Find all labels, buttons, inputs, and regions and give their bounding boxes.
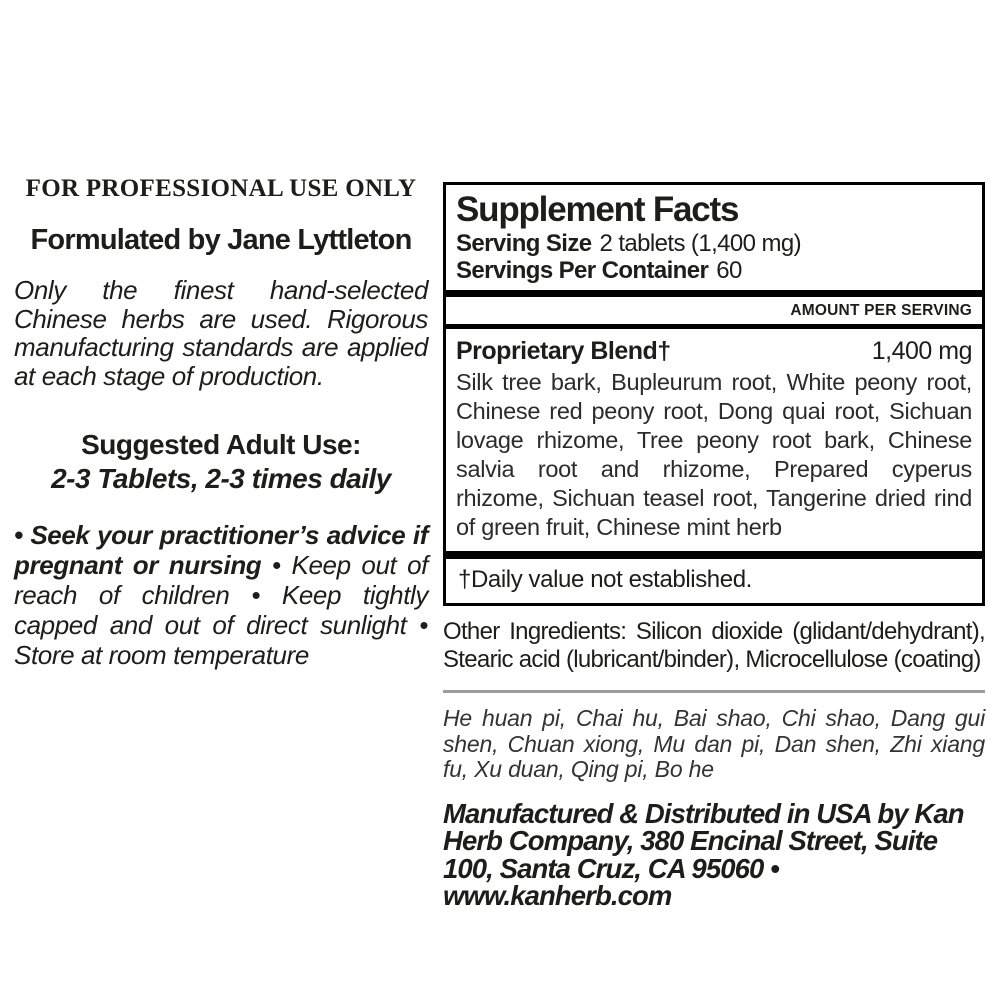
servings-per-container-line: [456, 257, 972, 284]
quality-statement: Only the finest hand-selected Chinese herbs are used. Rigorous manufacturing standards are applied at each stage of production.: [14, 275, 428, 391]
thick-divider-bar: [446, 290, 982, 297]
proprietary-blend-row: [456, 337, 972, 365]
blend-ingredient-list: Silk tree bark, Bupleurum root, White peony root, Chinese red peony root, Dong quai root, Sichuan lovage rhizome, Tree peony root bark, Chinese salvia root and rhizome, Prepared cyperus rhizome, Sichuan teasel root, Tangerine dried rind of green fruit, Chinese mint herb: [456, 369, 972, 540]
left-panel: [14, 176, 428, 670]
servings-per-container-value: 60: [716, 257, 742, 284]
professional-use-heading: FOR PROFESSIONAL USE ONLY: [25, 175, 417, 202]
serving-size-value: 2 tablets (1,400 mg): [599, 230, 801, 257]
right-panel: [443, 182, 985, 910]
proprietary-blend-name: Proprietary Blend†: [456, 337, 671, 365]
warnings-paragraph: [14, 520, 428, 670]
amount-per-serving-header: AMOUNT PER SERVING: [790, 302, 972, 319]
medium-divider-bar: [446, 324, 982, 329]
serving-size-label: Serving Size: [456, 230, 592, 257]
suggested-use-dosage: 2-3 Tablets, 2-3 times daily: [51, 463, 391, 494]
pinyin-herb-names: He huan pi, Chai hu, Bai shao, Chi shao, Dang gui shen, Chuan xiong, Mu dan pi, Dan shen, Zhi xiang fu, Xu duan, Qing pi, Bo he: [443, 705, 985, 782]
servings-per-container-label: Servings Per Container: [456, 257, 709, 284]
manufacturer-info: Manufactured & Distributed in USA by Kan Herb Company, 380 Encinal Street, Suite 100, Santa Cruz, CA 95060 • www.kanherb.com: [443, 797, 964, 911]
suggested-use-title: Suggested Adult Use:: [81, 429, 361, 460]
thick-divider-bar-bottom: [446, 551, 982, 559]
formulated-by-heading: Formulated by Jane Lyttleton: [30, 224, 412, 256]
supplement-facts-box: [443, 182, 985, 606]
other-ingredients-paragraph: Other Ingredients: Silicon dioxide (glidant/dehydrant), Stearic acid (lubricant/binder), Microcellulose (coating): [443, 618, 985, 673]
serving-size-line: [456, 230, 972, 257]
supplement-facts-title: Supplement Facts: [456, 190, 739, 229]
warning-storage-text: • Keep out of reach of children • Keep tightly capped and out of direct sunlight • Store at room temperature: [14, 550, 428, 670]
proprietary-blend-amount: 1,400 mg: [871, 337, 972, 365]
daily-value-footnote: †Daily value not established.: [458, 566, 752, 593]
warning-practitioner-text: • Seek your practitioner’s advice if pregnant or nursing: [14, 520, 428, 580]
gray-divider-rule: [443, 690, 985, 693]
